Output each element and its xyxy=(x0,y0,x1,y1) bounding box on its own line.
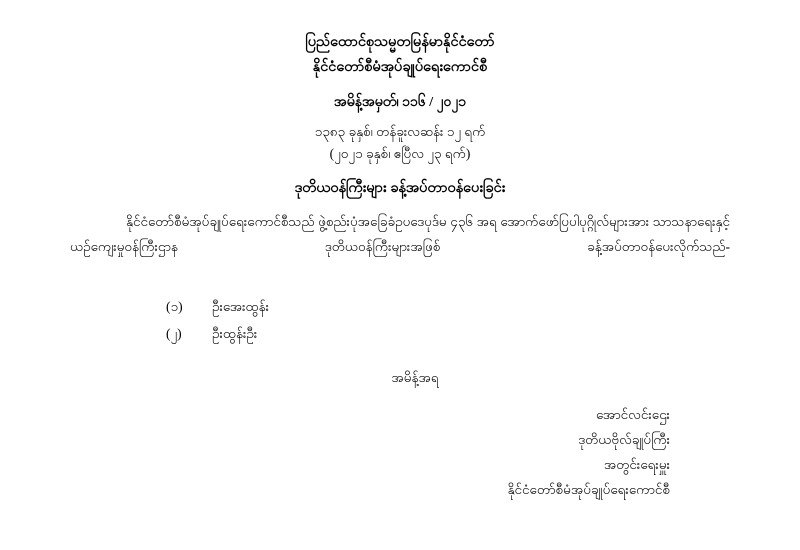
by-order-label: အမိန့်အရ xyxy=(391,370,439,386)
header-line-1: ပြည်ထောင်စုသမ္မတမြန်မာနိုင်ငံတော် xyxy=(305,34,495,50)
list-item-number: (၂) xyxy=(166,326,182,342)
body-paragraph-1: နိုင်ငံတော်စီမံအုပ်ချုပ်ရေးကောင်စီသည် ဖွဲ့စည်းပုံအခြေခံဥပဒေပုဒ်မ ၄၃၆ အရ အောက်ဖော်ပြပါပုဂ္ဂိုလ်များအား သာသနာရေးနှင့်ယဉ်ကျေးမှုဝန်ကြီးဌာန ဒုတိယဝန်ကြီးများအဖြစ် ခန့်အပ်တာဝန်ပေးလိုက်သည်- xyxy=(70,214,730,255)
list-item-name: ဦးအေးထွန်း xyxy=(212,299,270,315)
document-subject: ဒုတိယဝန်ကြီးများ ခန့်အပ်တာဝန်ပေးခြင်း xyxy=(294,179,506,196)
list-item xyxy=(70,320,730,347)
date-burmese-era: ၁၃၈၃ ခုနှစ်၊ တန်ခူးလဆန်း ၁၂ ရက် xyxy=(314,124,486,140)
signatory-rank: ဒုတိယဗိုလ်ချုပ်ကြီး xyxy=(578,432,670,448)
order-reference-number: အမိန့်အမှတ်၊ ၁၁၆ / ၂၀၂၁ xyxy=(333,95,467,111)
list-item-name: ဦးထွန်းဦး xyxy=(212,326,258,342)
date-gregorian: (၂၀၂၁ ခုနှစ်၊ ဧပြီလ ၂၃ ရက်) xyxy=(329,146,471,162)
signatory-name: အောင်လင်းဌေး xyxy=(595,407,670,423)
list-item-number: (၁) xyxy=(166,299,183,315)
signatory-position: အတွင်းရေးမှူး xyxy=(603,457,670,473)
appointee-list xyxy=(70,293,730,347)
header-line-2: နိုင်ငံတော်စီမံအုပ်ချုပ်ရေးကောင်စီ xyxy=(312,58,488,75)
signatory-organization: နိုင်ငံတော်စီမံအုပ်ချုပ်ရေးကောင်စီ xyxy=(507,482,670,498)
list-item xyxy=(70,293,730,320)
body-text xyxy=(70,210,730,285)
signature-block xyxy=(70,403,730,503)
